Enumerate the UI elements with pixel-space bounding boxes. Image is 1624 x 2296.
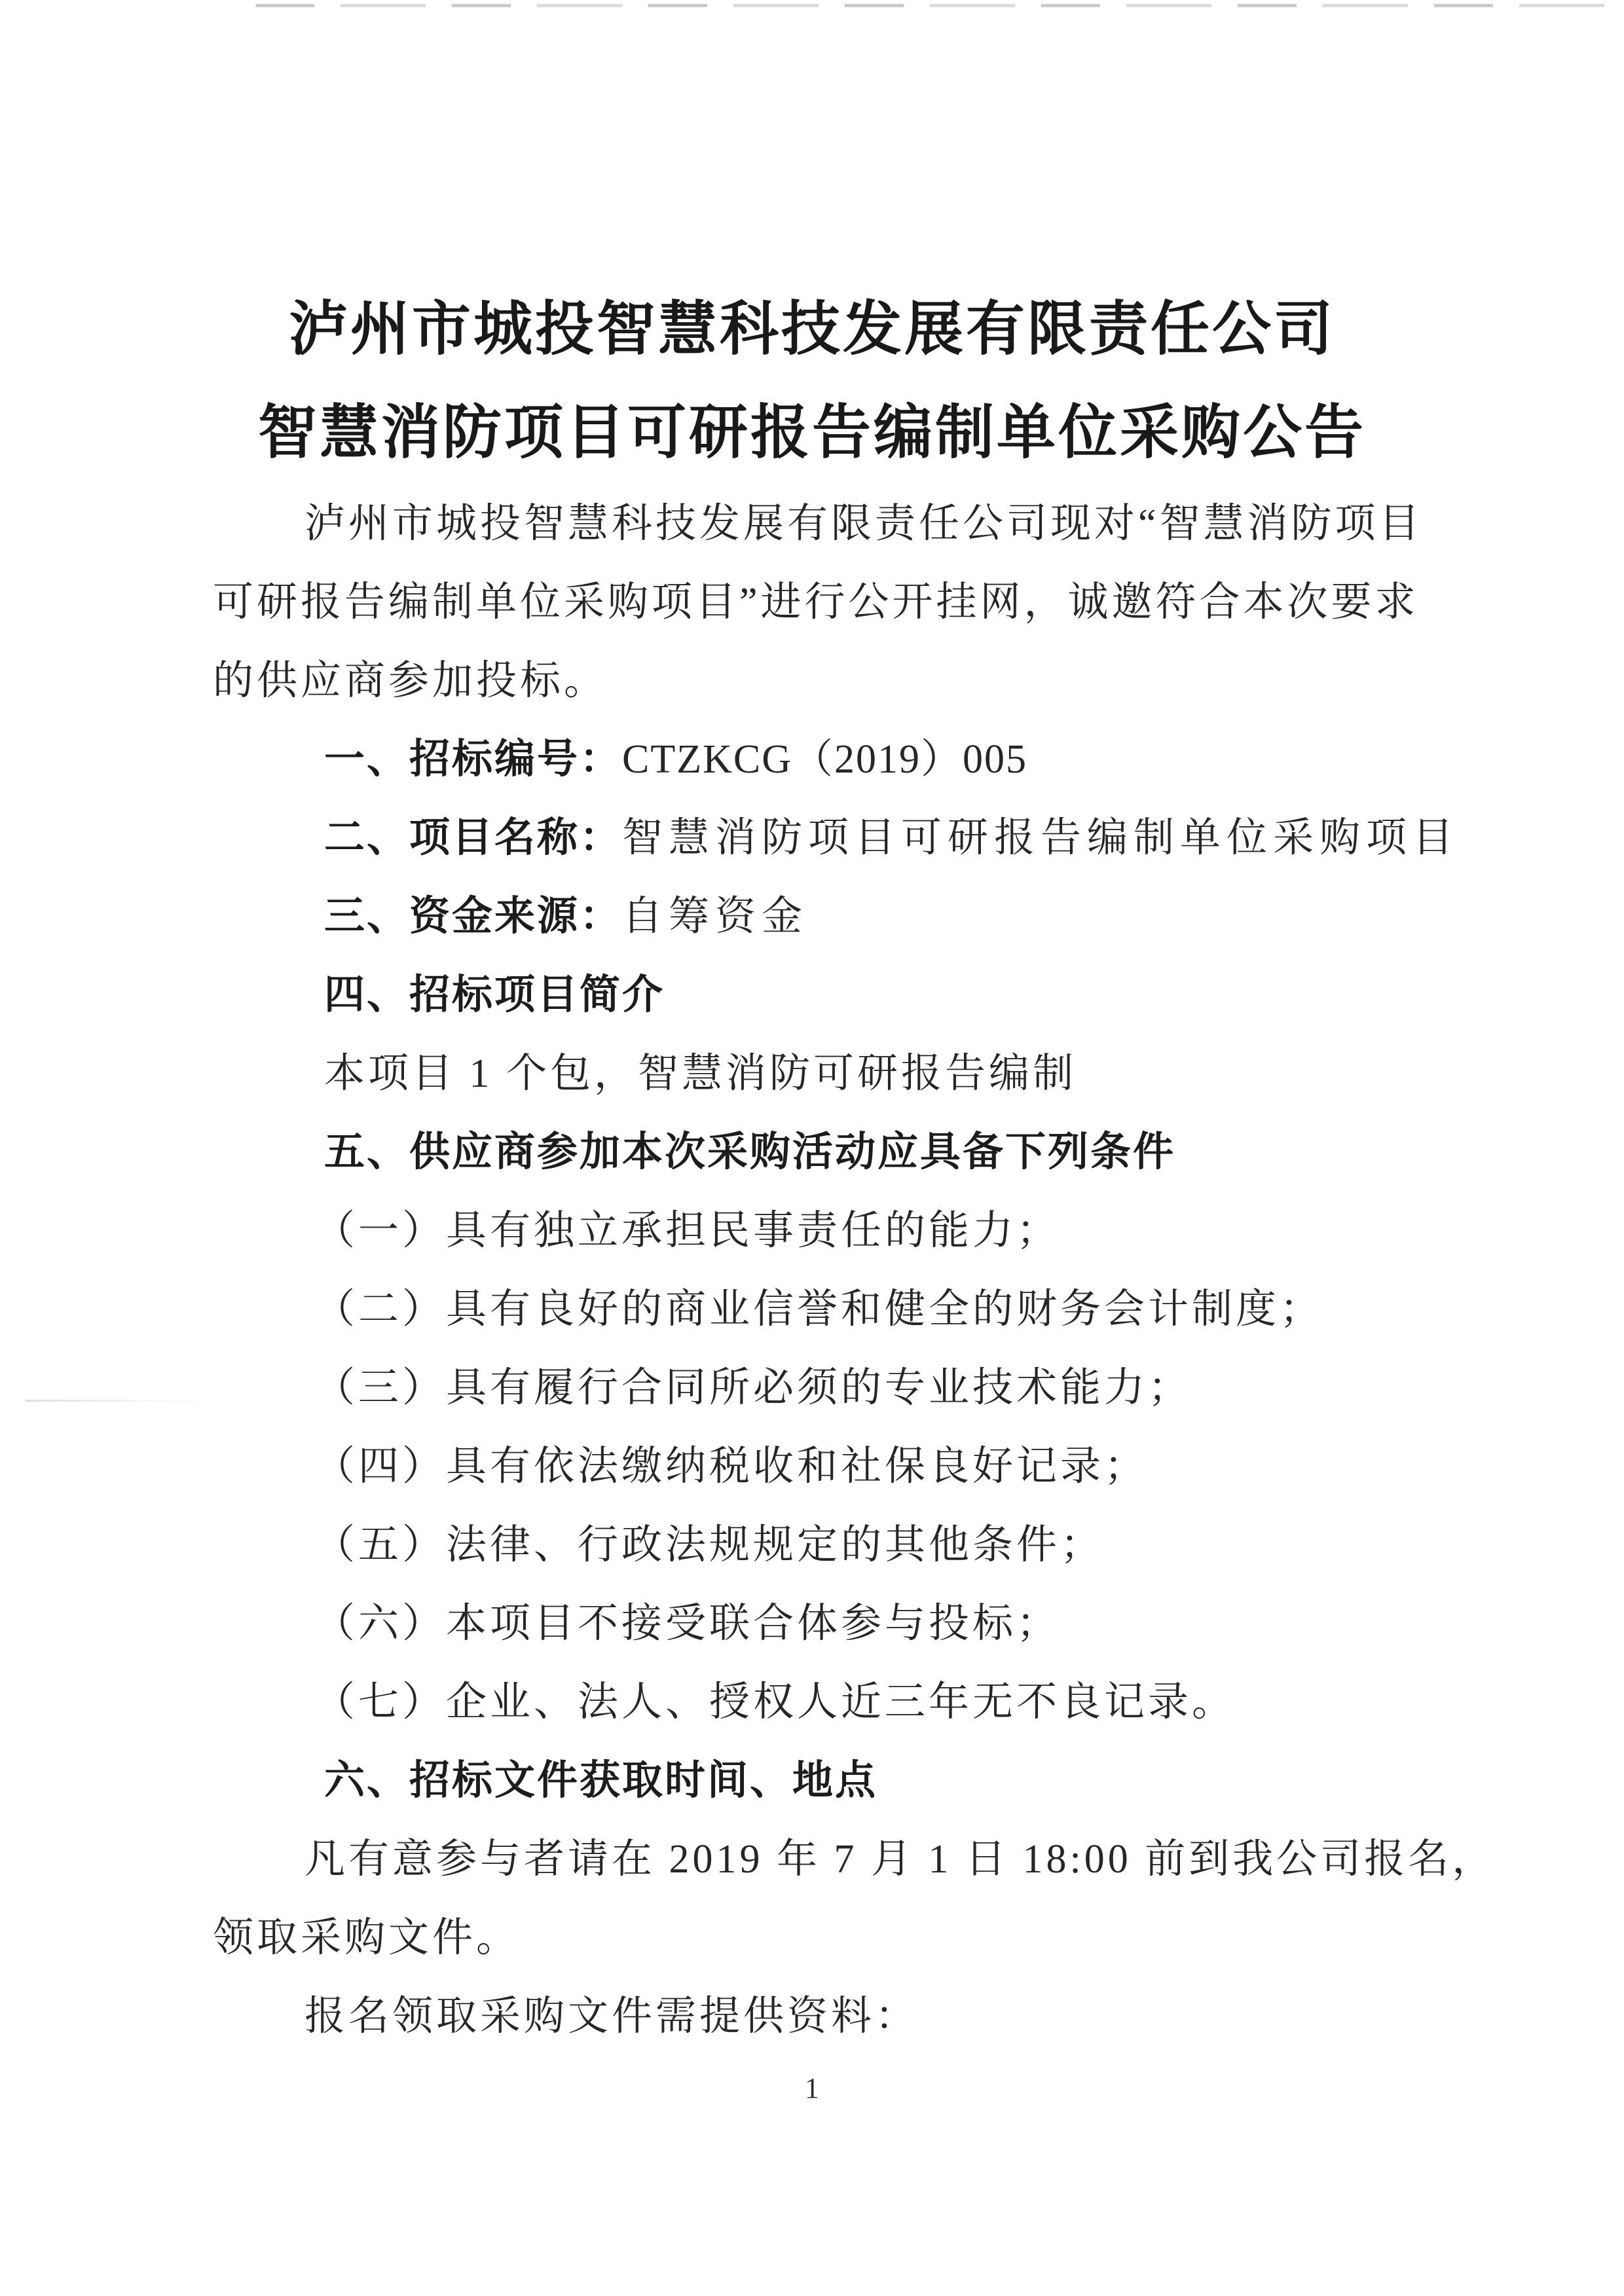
section-6-body-line-3: 报名领取采购文件需提供资料： <box>304 1994 919 2039</box>
condition-item-5: （五）法律、行政法规规定的其他条件； <box>314 1523 1105 1567</box>
scan-artifact-left <box>25 1400 221 1402</box>
section-2-value: 智慧消防项目可研报告编制单位采购项目 <box>622 816 1460 860</box>
condition-item-1: （一）具有独立承担民事责任的能力； <box>314 1209 1061 1253</box>
section-6-heading: 六、招标文件获取时间、地点 <box>324 1758 878 1803</box>
section-1-value: CTZKCG（2019）005 <box>622 737 1028 782</box>
section-3-funding-source <box>213 877 1444 956</box>
intro-line-2: 可研报告编制单位采购项目”进行公开挂网，诚邀符合本次要求 <box>213 580 1419 625</box>
section-4-heading: 四、招标项目简介 <box>324 972 665 1017</box>
section-3-label: 三、资金来源： <box>324 894 623 939</box>
section-1-tender-number <box>213 720 1444 799</box>
section-6-body-line-1: 凡有意参与者请在 2019 年 7 月 1 日 18:00 前到我公司报名， <box>304 1837 1496 1882</box>
section-3-value: 自筹资金 <box>622 894 809 939</box>
intro-line-3: 的供应商参加投标。 <box>213 659 608 703</box>
title-line-1: 泸州市城投智慧科技发展有限责任公司 <box>289 297 1335 362</box>
section-2-label: 二、项目名称： <box>324 815 623 860</box>
condition-item-3: （三）具有履行合同所必须的专业技术能力； <box>314 1366 1192 1410</box>
condition-item-6: （六）本项目不接受联合体参与投标； <box>314 1601 1061 1646</box>
intro-line-1: 泸州市城投智慧科技发展有限责任公司现对“智慧消防项目 <box>304 501 1423 546</box>
document-body <box>213 484 1496 2056</box>
section-5-heading: 五、供应商参加本次采购活动应具备下列条件 <box>324 1129 1176 1175</box>
condition-item-7: （七）企业、法人、授权人近三年无不良记录。 <box>314 1680 1236 1724</box>
section-2-project-name <box>213 799 1460 877</box>
section-4-body: 本项目 1 个包，智慧消防可研报告编制 <box>324 1051 1077 1096</box>
section-1-label: 一、招标编号： <box>324 737 623 782</box>
scan-artifact-top <box>255 4 1621 7</box>
condition-item-4: （四）具有依法缴纳税收和社保良好记录； <box>314 1444 1149 1489</box>
condition-item-2: （二）具有良好的商业信誉和健全的财务会计制度； <box>314 1287 1324 1332</box>
section-6-body-line-2: 领取采购文件。 <box>213 1916 521 1960</box>
title-line-2: 智慧消防项目可研报告编制单位采购公告 <box>258 400 1366 465</box>
document-title <box>0 278 1624 484</box>
page-number: 1 <box>805 2072 819 2104</box>
